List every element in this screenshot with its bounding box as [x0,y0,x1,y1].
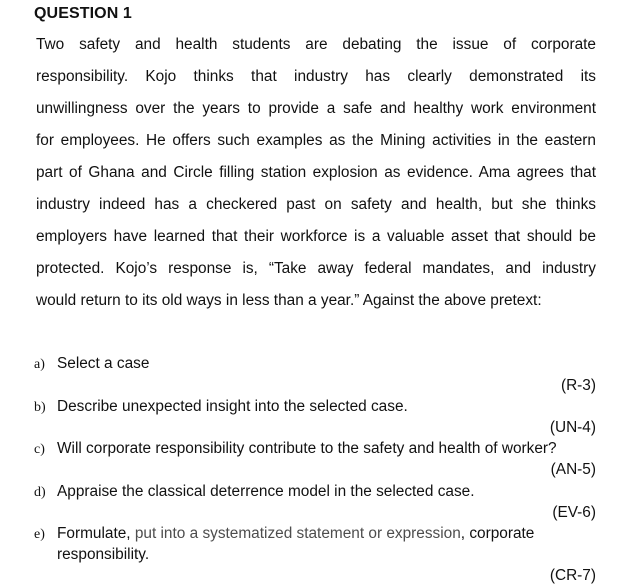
passage-line: Two safety and health students are debating the issue of corporate [36,36,596,53]
question-item-a [34,354,149,375]
question-item-e [34,524,534,565]
passage-line: for employees. He offers such examples as the Mining activities in the eastern [36,132,596,149]
item-text-part: Formulate, [57,525,135,542]
item-letter: b) [34,400,46,415]
passage-line: part of Ghana and Circle filling station explosion as evidence. Ama agrees that [36,164,596,181]
item-text: Appraise the classical deterrence model in the selected case. [57,483,475,500]
question-item-b [34,397,408,418]
passage-line: would return to its old ways in less than a year.” Against the above pretext: [36,292,542,309]
item-tag: (UN-4) [549,419,596,436]
item-text-continuation: responsibility. [57,546,150,563]
item-tag: (AN-5) [550,461,596,478]
item-letter: a) [34,357,45,372]
item-letter: e) [34,527,45,542]
item-text-part: , corporate [460,525,535,542]
item-text: Will corporate responsibility contribute to the safety and health of worker? [57,440,557,457]
item-letter: d) [34,485,46,500]
passage-line: industry indeed has a checkered past on safety and health, but she thinks [36,196,596,213]
item-tag: (R-3) [560,377,596,394]
passage [36,31,596,319]
passage-line: employers have learned that their workforce is a valuable asset that should be [36,228,596,245]
item-text: Select a case [57,355,150,372]
question-heading: QUESTION 1 [34,5,132,22]
item-tag: (CR-7) [549,567,596,584]
question-item-d [34,482,475,503]
item-text-definition: put into a systematized statement or expression [134,525,461,542]
item-letter: c) [34,442,45,457]
passage-line: responsibility. Kojo thinks that industry has clearly demonstrated its [36,68,596,85]
item-tag: (EV-6) [552,504,596,521]
item-text [57,525,534,542]
passage-line: protected. Kojo’s response is, “Take away federal mandates, and industry [36,260,596,277]
item-text: Describe unexpected insight into the selected case. [57,398,408,415]
passage-line: unwillingness over the years to provide a safe and healthy work environment [36,100,596,117]
question-item-c [34,439,557,460]
